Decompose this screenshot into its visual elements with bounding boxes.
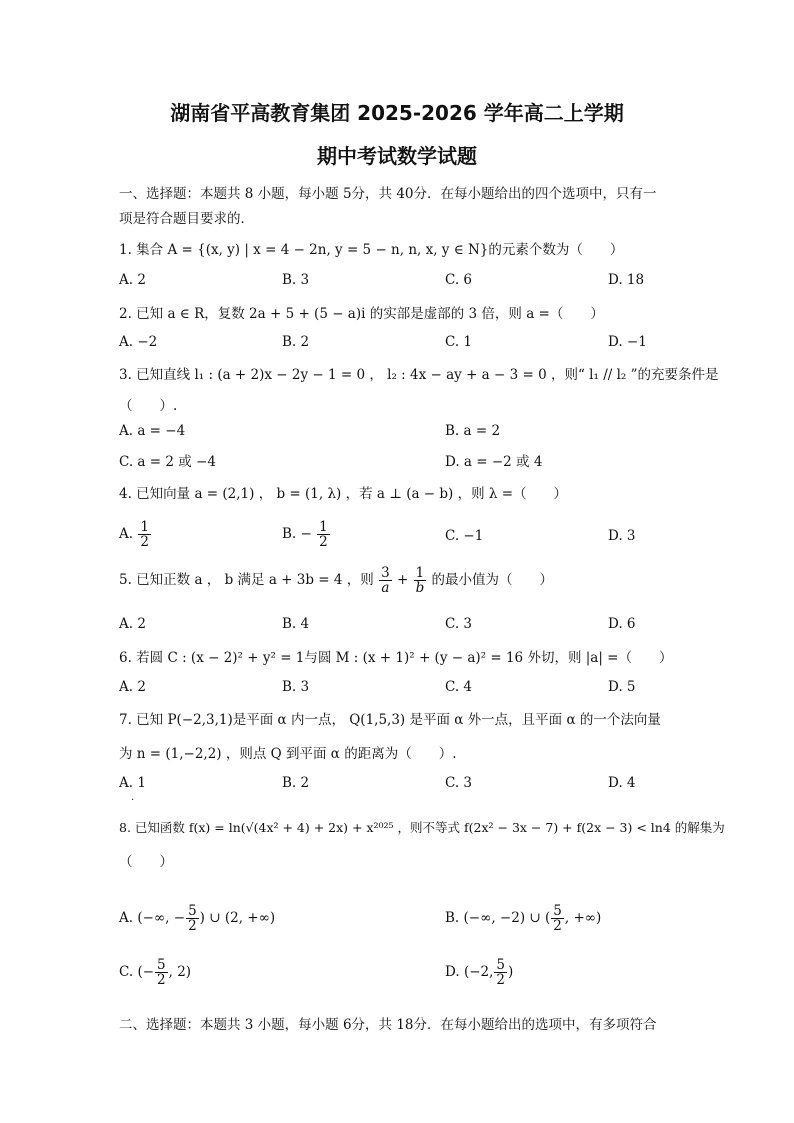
interval-close: , 2)	[168, 964, 192, 981]
question-3-option-c: C. a = 2 或 −4	[119, 454, 216, 470]
interval-open: (−∞, −	[137, 910, 186, 927]
interval-union: ∪ (2, +∞)	[209, 910, 276, 927]
question-7-stem: 7. 已知 P(−2,3,1)是平面 α 内一点， Q(1,5,3) 是平面 α 外一点，且平面 α 的一个法向量	[119, 712, 661, 728]
page-title-line1: 湖南省平高教育集团 2025-2026 学年高二上学期	[170, 101, 624, 125]
question-2-stem: 2. 已知 a ∈ R，复数 2a + 5 + (5 − a)i 的实部是虚部的 3 倍，则 a =（ ）	[119, 306, 604, 322]
option-label: B. −	[282, 526, 312, 543]
question-3-stem-cont: （ ）.	[119, 398, 178, 414]
question-3-stem: 3. 已知直线 l₁ : (a + 2)x − 2y − 1 = 0 ， l₂ : 4x − ay + a − 3 = 0 ，则“ l₁ // l₂ ”的充要条件是	[119, 367, 719, 383]
question-6-stem: 6. 若圆 C : (x − 2)² + y² = 1与圆 M : (x + 1)² + (y − a)² = 16 外切，则 |a| =（ ）	[119, 650, 673, 666]
question-4-option-a	[119, 520, 152, 549]
question-8-option-c	[119, 958, 191, 987]
question-6-option-a: A. 2	[119, 679, 146, 695]
question-6-option-d: D. 5	[608, 679, 636, 695]
stray-dot: .	[131, 792, 135, 803]
fraction: $\frac{1}{b}$	[415, 565, 425, 597]
interval-close: )	[508, 964, 514, 981]
question-5-option-a: A. 2	[119, 616, 146, 632]
question-8-option-d	[445, 958, 513, 987]
question-7-option-d: D. 4	[608, 775, 636, 791]
question-8-option-b	[445, 904, 601, 933]
question-5-option-c: C. 3	[445, 616, 473, 632]
fraction: $\frac{5}{2}$	[553, 903, 562, 935]
section2-instruction-line1: 二、选择题：本题共 3 小题，每小题 6分，共 18分．在每小题给出的选项中，有多项符合	[119, 1017, 657, 1033]
question-3-option-a: A. a = −4	[119, 423, 186, 439]
question-8-stem: 8. 已知函数 f(x) = ln(√(4x² + 4) + 2x) + x²⁰²⁵ ，则不等式 f(2x² − 3x − 7) + f(2x − 3) < ln4 的解集为	[119, 820, 725, 835]
question-4-option-c: C. −1	[445, 528, 484, 544]
question-1-option-b: B. 3	[282, 272, 310, 288]
fraction: $\frac{5}{2}$	[188, 903, 197, 935]
option-label: B.	[445, 910, 460, 927]
question-2-option-a: A. −2	[119, 334, 158, 350]
question-2-option-b: B. 2	[282, 334, 310, 350]
question-3-option-b: B. a = 2	[445, 423, 501, 439]
fraction: $\frac{1}{2}$	[319, 519, 328, 551]
question-8-stem-cont: （ ）	[119, 854, 173, 870]
question-7-option-b: B. 2	[282, 775, 310, 791]
fraction: $\frac{3}{a}$	[381, 565, 390, 597]
page-title-line2: 期中考试数学试题	[317, 144, 477, 168]
fraction: $\frac{1}{2}$	[140, 519, 149, 551]
fraction: $\frac{5}{2}$	[496, 957, 505, 989]
question-4-stem: 4. 已知向量 a = (2,1) ， b = (1, λ) ，若 a ⊥ (a − b) ，则 λ =（ ）	[119, 486, 568, 502]
interval-close: , +∞)	[564, 910, 602, 927]
question-7-option-c: C. 3	[445, 775, 473, 791]
question-1-option-c: C. 6	[445, 272, 473, 288]
question-7-stem-cont: 为 n = (1,−2,2) ，则点 Q 到平面 α 的距离为（ ）.	[119, 746, 457, 762]
section1-instruction-line2: 项是符合题目要求的．	[119, 211, 254, 227]
question-7-option-a: A. 1	[119, 775, 146, 791]
question-1-option-a: A. 2	[119, 272, 146, 288]
question-6-option-c: C. 4	[445, 679, 473, 695]
interval-open: (	[545, 910, 551, 927]
interval-union: (−∞, −2) ∪	[463, 910, 541, 927]
section1-instruction-line1: 一、选择题：本题共 8 小题，每小题 5分，共 40分．在每小题给出的四个选项中，只有一	[119, 186, 657, 202]
interval-open: (−	[137, 964, 155, 981]
interval-open: (−2,	[463, 964, 494, 981]
question-5-option-d: D. 6	[608, 616, 636, 632]
option-label: D.	[445, 964, 460, 981]
question-4-option-b	[282, 520, 331, 549]
question-1-option-d: D. 18	[608, 272, 645, 288]
question-5-option-b: B. 4	[282, 616, 310, 632]
question-2-option-d: D. −1	[608, 334, 647, 350]
question-6-option-b: B. 3	[282, 679, 310, 695]
option-label: C.	[119, 964, 134, 981]
question-3-option-d: D. a = −2 或 4	[445, 454, 543, 470]
plus-sign: +	[396, 572, 409, 589]
question-5-stem	[119, 566, 553, 595]
stem-text: 5. 已知正数 a ， b 满足 a + 3b = 4 ，则	[119, 572, 374, 589]
option-label: A.	[119, 910, 134, 927]
question-4-option-d: D. 3	[608, 528, 636, 544]
question-1-stem: 1. 集合 A = {(x, y) | x = 4 − 2n, y = 5 − n, n, x, y ∈ N}的元素个数为（ ）	[119, 242, 624, 258]
interval-close: )	[199, 910, 205, 927]
fraction: $\frac{5}{2}$	[157, 957, 166, 989]
question-2-option-c: C. 1	[445, 334, 473, 350]
option-label: A.	[119, 526, 134, 543]
question-8-option-a	[119, 904, 275, 933]
stem-text: 的最小值为（ ）	[431, 572, 554, 589]
